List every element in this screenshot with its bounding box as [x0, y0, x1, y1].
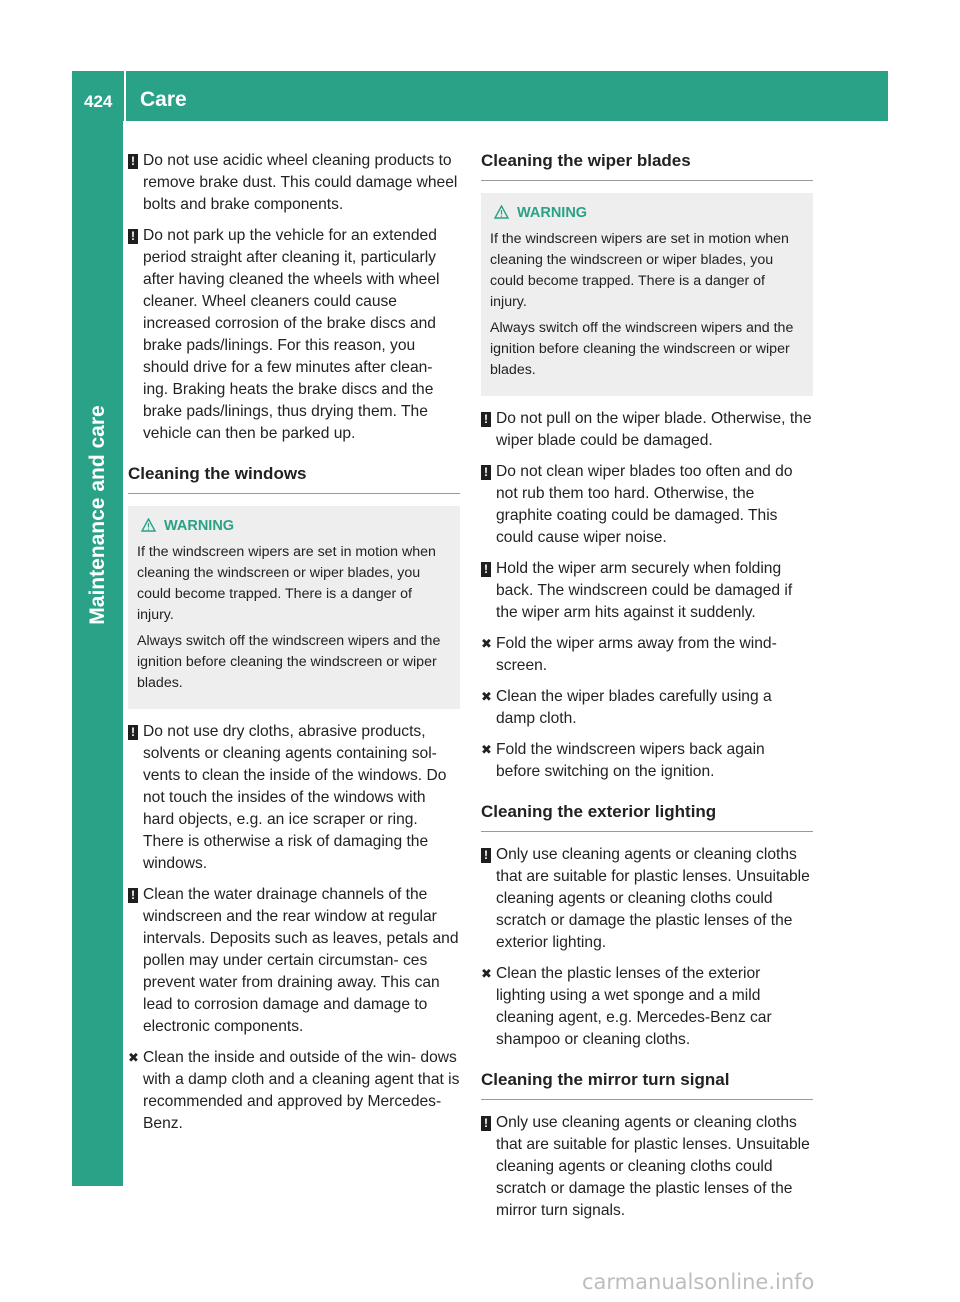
step-text: Fold the wiper arms away from the wind- screen.: [496, 635, 777, 674]
note-text: Hold the wiper arm securely when folding back. The windscreen could be damaged if the wiper arm hits against it suddenly.: [496, 560, 793, 621]
header-divider: [124, 71, 126, 121]
note-item: [481, 461, 813, 549]
arrow-step-icon: ✖: [128, 1050, 139, 1065]
warning-text: Always switch off the windscreen wipers and the ignition before cleaning the windscreen or wiper blades.: [137, 633, 441, 691]
arrow-step-icon: ✖: [481, 742, 492, 757]
note-item: [481, 844, 813, 954]
warning-text: If the windscreen wipers are set in motion when cleaning the windscreen or wiper blades, you could become trapped. There is a danger of injury.: [137, 544, 436, 623]
note-text: Only use cleaning agents or cleaning cloths that are suitable for plastic lenses. Unsuitable cleaning agents or cleaning cloths could scratch or damage the plastic lenses of the mirror turn signals.: [496, 1114, 810, 1219]
section-title: Care: [140, 88, 187, 111]
warning-title: WARNING: [164, 518, 235, 534]
side-tab-bar: [72, 121, 123, 1186]
step-text: Clean the inside and outside of the win- dows with a damp cloth and a cleaning agent that is recommended and approved by Mercedes-Benz.: [143, 1049, 460, 1132]
warning-text: Always switch off the windscreen wipers and the ignition before cleaning the windscreen or wiper blades.: [490, 320, 794, 378]
note-item: [481, 558, 813, 624]
warning-text: If the windscreen wipers are set in motion when cleaning the windscreen or wiper blades, you could become trapped. There is a danger of injury.: [490, 231, 789, 310]
warning-header: [490, 203, 805, 224]
heading-cleaning-exterior-lighting: Cleaning the exterior lighting: [481, 801, 813, 832]
watermark: carmanualsonline.info: [582, 1270, 815, 1294]
arrow-step-icon: ✖: [481, 636, 492, 651]
step-text: Fold the windscreen wipers back again before switching on the ignition.: [496, 741, 765, 780]
note-item: [128, 721, 460, 875]
note-text: Do not clean wiper blades too often and do not rub them too hard. Otherwise, the graphite coating could be damaged. This could cause wiper noise.: [496, 463, 793, 546]
step-item: [481, 686, 813, 730]
note-text: Do not park up the vehicle for an extended period straight after cleaning it, particularly after having cleaned the wheels with wheel cleaner. Wheel cleaners could cause increased corrosion of the brake discs and brake pads/linings. For this reason, you should drive for a few minutes after clean- ing. Braking heats the brake discs and the brake pads/linings, thus drying them. The vehicle can then be parked up.: [143, 227, 440, 442]
note-item: [481, 408, 813, 452]
note-text: Clean the water drainage channels of the windscreen and the rear window at regular intervals. Deposits such as leaves, petals and pollen may under certain circumstan- ces prevent water from draining away. This can lead to corrosion damage and damage to electronic components.: [143, 886, 459, 1035]
exclamation-box-icon: !: [481, 562, 491, 577]
arrow-step-icon: ✖: [481, 689, 492, 704]
note-text: Only use cleaning agents or cleaning cloths that are suitable for plastic lenses. Unsuitable cleaning agents or cleaning cloths could scratch or damage the plastic lenses of the exterior lighting.: [496, 846, 810, 951]
note-item: [128, 884, 460, 1038]
page-number: 424: [84, 92, 113, 111]
exclamation-box-icon: !: [481, 1116, 491, 1131]
exclamation-box-icon: !: [128, 229, 138, 244]
exclamation-box-icon: !: [128, 725, 138, 740]
step-item: [481, 739, 813, 783]
note-text: Do not use acidic wheel cleaning products to remove brake dust. This could damage wheel bolts and brake components.: [143, 152, 458, 213]
step-text: Clean the plastic lenses of the exterior lighting using a wet sponge and a mild cleaning agent, e.g. Mercedes-Benz car shampoo or cleaning cloths.: [496, 965, 772, 1048]
exclamation-box-icon: !: [128, 154, 138, 169]
step-item: [481, 963, 813, 1051]
note-text: Do not pull on the wiper blade. Otherwise, the wiper blade could be damaged.: [496, 410, 812, 449]
warning-triangle-icon: [494, 205, 509, 219]
step-item: [128, 1047, 460, 1135]
exclamation-box-icon: !: [481, 465, 491, 480]
step-item: [481, 633, 813, 677]
side-tab-label: Maintenance and care: [86, 405, 109, 625]
left-column: [128, 150, 460, 1144]
header-bar: [72, 71, 888, 121]
right-column: [481, 150, 813, 1231]
note-text: Do not use dry cloths, abrasive products, solvents or cleaning agents containing sol- vents to clean the inside of the windows. Do not touch the insides of the windows with hard objects, e.g. an ice scraper or ring. There is otherwise a risk of damaging the windows.: [143, 723, 447, 872]
warning-box: [128, 506, 460, 709]
heading-cleaning-mirror-turn-signal: Cleaning the mirror turn signal: [481, 1069, 813, 1100]
note-item: [128, 225, 460, 445]
exclamation-box-icon: !: [128, 888, 138, 903]
note-item: [128, 150, 460, 216]
exclamation-box-icon: !: [481, 412, 491, 427]
warning-box: [481, 193, 813, 396]
note-item: [481, 1112, 813, 1222]
warning-triangle-icon: [141, 518, 156, 532]
heading-cleaning-windows: Cleaning the windows: [128, 463, 460, 494]
side-tab-marker: [72, 1133, 123, 1186]
warning-title: WARNING: [517, 205, 588, 221]
step-text: Clean the wiper blades carefully using a damp cloth.: [496, 688, 772, 727]
exclamation-box-icon: !: [481, 848, 491, 863]
heading-cleaning-wiper-blades: Cleaning the wiper blades: [481, 150, 813, 181]
warning-header: [137, 516, 452, 537]
arrow-step-icon: ✖: [481, 966, 492, 981]
